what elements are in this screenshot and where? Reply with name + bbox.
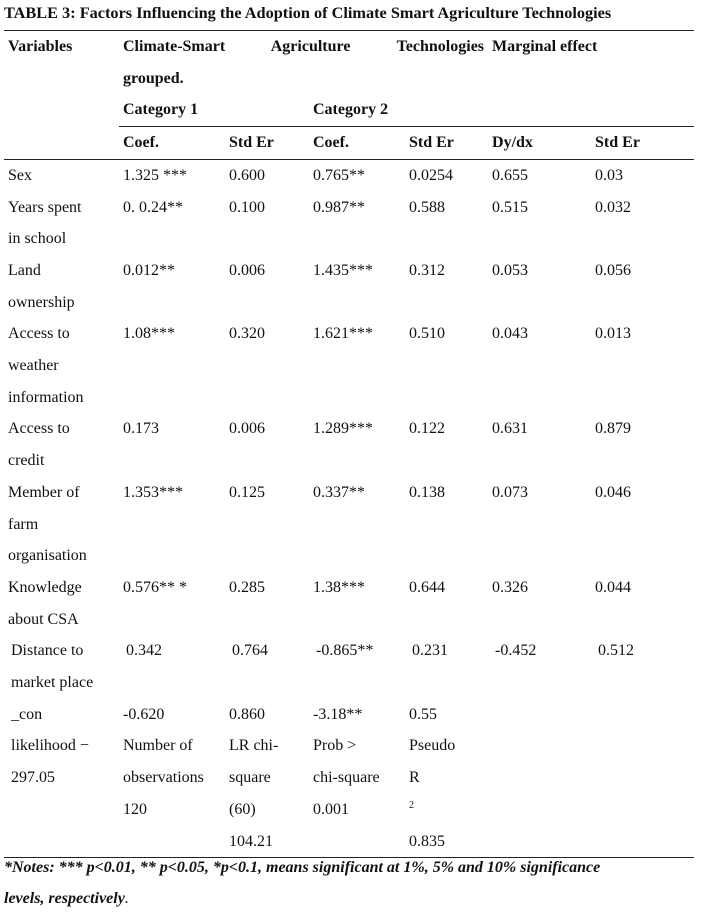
value-cell: 0.764 — [232, 642, 268, 660]
value-cell: 0.173 — [123, 420, 159, 438]
csa-header-line1: Climate-Smart Agriculture Technologies — [123, 38, 485, 55]
variables-header: Variables — [4, 31, 119, 95]
value-cell: 0.510 — [409, 325, 445, 343]
table-row — [4, 413, 694, 476]
value-cell: 0.337** — [313, 483, 365, 501]
notes-line-1: *Notes: *** p<0.01, ** p<0.05, *p<0.1, means significant at 1%, 5% and 10% significance — [4, 859, 601, 876]
value-cell: 1.435*** — [313, 261, 373, 279]
value-cell: 0.006 — [229, 420, 265, 438]
value-cell — [591, 699, 694, 731]
value-cell: 0.320 — [229, 325, 265, 343]
value-cell: 0.285 — [229, 578, 265, 596]
table-row — [4, 477, 694, 572]
variable-cell: Land ownership — [8, 261, 75, 311]
value-cell: 1.325 *** — [123, 166, 187, 184]
variable-cell: Distance to market place — [11, 642, 94, 692]
value-cell: 0.006 — [229, 261, 265, 279]
subheader-stder-2: Std Er — [405, 127, 488, 160]
value-cell: 0.125 — [229, 483, 265, 501]
value-cell: 0.588 — [409, 198, 445, 216]
value-cell: 0.231 — [412, 642, 448, 660]
value-cell: 0. 0.24** — [123, 198, 183, 216]
variable-cell: Sex — [8, 166, 32, 184]
variable-cell: Member of farm organisation — [8, 483, 87, 565]
value-cell: 0.860 — [229, 705, 265, 723]
value-cell: 0.326 — [492, 578, 529, 596]
header-row-category — [4, 94, 694, 126]
value-cell: 0.312 — [409, 261, 445, 279]
subheader-coef-2: Coef. — [309, 127, 405, 160]
subheader-coef-1: Coef. — [119, 127, 225, 160]
value-cell: 0.046 — [595, 483, 632, 501]
value-cell: 0.044 — [595, 578, 632, 596]
table-row — [4, 159, 694, 191]
value-cell: 1.38*** — [313, 578, 365, 596]
value-cell: 1.08*** — [123, 325, 175, 343]
value-cell: 0.100 — [229, 198, 265, 216]
value-cell: 0.012** — [123, 261, 175, 279]
table-row — [4, 318, 694, 413]
value-cell: 0.043 — [492, 325, 529, 343]
subheader-stder-1: Std Er — [225, 127, 309, 160]
value-cell: 0.512 — [598, 642, 635, 660]
category-1-header: Category 1 — [119, 94, 309, 126]
value-cell: -3.18** — [313, 705, 363, 723]
value-cell: 0.765** — [313, 166, 365, 184]
variable-cell: Access to credit — [8, 420, 70, 470]
value-cell: 0.879 — [595, 420, 632, 438]
results-table — [4, 30, 694, 858]
table-row — [4, 635, 694, 698]
subheader-dydx: Dy/dx — [488, 127, 591, 160]
value-cell: 0.0254 — [409, 166, 453, 184]
lr-chi-square-cell: LR chi- square (60) 104.21 — [225, 730, 309, 857]
value-cell: 0.342 — [126, 642, 162, 660]
csa-header-line2: grouped. — [123, 69, 184, 87]
value-cell: 0.013 — [595, 325, 632, 343]
value-cell: 1.289*** — [313, 420, 373, 438]
header-row-top — [4, 31, 694, 95]
value-cell: 1.621*** — [313, 325, 373, 343]
value-cell: 0.138 — [409, 483, 445, 501]
value-cell: 0.515 — [492, 198, 529, 216]
observations-cell: Number of observations 120 — [119, 730, 225, 857]
variable-cell: Years spent in school — [8, 198, 82, 248]
value-cell: -0.620 — [123, 705, 165, 723]
marginal-effect-header: Marginal effect — [488, 31, 694, 95]
value-cell: -0.865** — [316, 642, 374, 660]
value-cell: 0.073 — [492, 483, 529, 501]
value-cell: 0.576** * — [123, 578, 187, 596]
table-notes — [4, 852, 698, 914]
value-cell: 0.122 — [409, 420, 445, 438]
value-cell: 0.032 — [595, 198, 632, 216]
variable-cell: Access to weather information — [8, 325, 84, 406]
prob-chi-square-cell: Prob > chi-square 0.001 — [309, 730, 405, 857]
table-title: TABLE 3: Factors Influencing the Adoption of Climate Smart Agriculture Technologies — [4, 3, 612, 22]
value-cell: 0.600 — [229, 166, 265, 184]
stats-row — [4, 730, 694, 857]
table-row — [4, 192, 694, 255]
value-cell: 0.987** — [313, 198, 365, 216]
value-cell: 0.631 — [492, 420, 529, 438]
value-cell: 0.55 — [409, 705, 437, 723]
likelihood-cell: likelihood − 297.05 — [4, 730, 119, 857]
variable-cell: Knowledge about CSA — [8, 578, 82, 628]
value-cell: -0.452 — [495, 642, 537, 660]
table-row — [4, 255, 694, 318]
value-cell: 0.053 — [492, 261, 529, 279]
category-2-header: Category 2 — [309, 94, 694, 126]
pseudo-r2-cell: Pseudo R $^2$ 0.835 — [405, 730, 488, 857]
value-cell: 0.056 — [595, 261, 632, 279]
subheader-stder-3: Std Er — [591, 127, 694, 160]
table-row — [4, 572, 694, 635]
header-row-sub — [4, 127, 694, 160]
value-cell — [488, 699, 591, 731]
csa-header — [119, 31, 488, 95]
table-row — [4, 699, 694, 731]
value-cell: 0.655 — [492, 166, 529, 184]
variable-cell: _con — [11, 705, 43, 723]
value-cell: 1.353*** — [123, 483, 183, 501]
value-cell: 0.644 — [409, 578, 445, 596]
notes-line-2: levels, respectively. — [4, 890, 129, 907]
value-cell: 0.03 — [595, 166, 624, 184]
